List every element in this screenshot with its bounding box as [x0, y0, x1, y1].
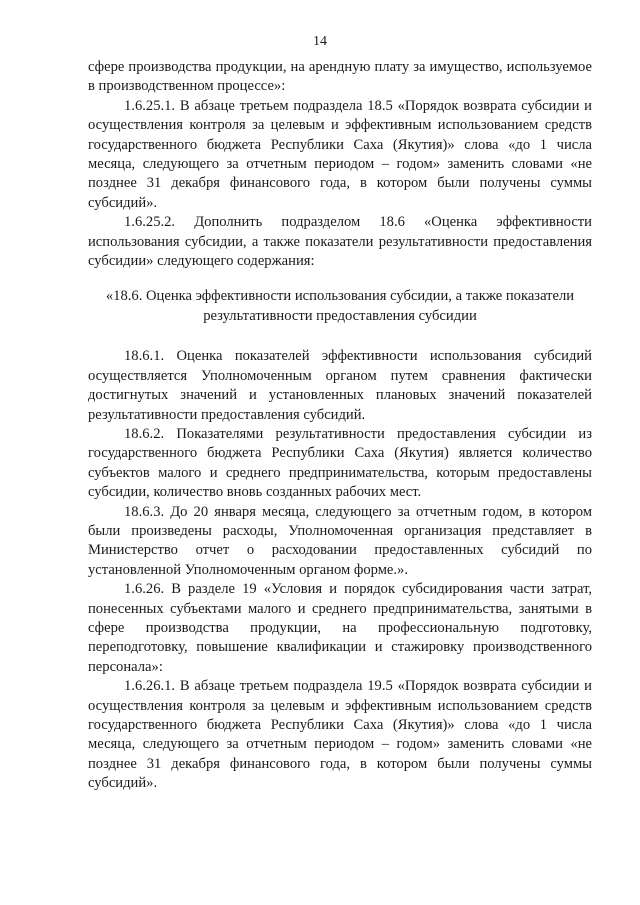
paragraph-continuation: сфере производства продукции, на арендную плату за имущество, используемое в производственном процессе»: [88, 59, 592, 95]
document-body [88, 58, 592, 794]
paragraph-18-6-2: 18.6.2. Показателями результативности предоставления субсидии из государственного бюджета Республики Саха (Якутия) является количество субъектов малого и среднего предпринимательства, которым предоставлены субсидии, количество вновь созданных рабочих мест. [88, 425, 592, 501]
paragraph-18-6-3: 18.6.3. До 20 января месяца, следующего за отчетным годом, в котором были произведены расходы, Уполномоченная организация представляет в Министерство отчет о расходовании предоставленных субсидий по установленной Уполномоченным органом форме.». [88, 503, 592, 578]
paragraph-1-6-26: 1.6.26. В разделе 19 «Условия и порядок субсидирования части затрат, понесенных субъектами малого и среднего предпринимательства, занятыми в сфере производства продукции, на профессиональную подготовку, переподготовку, повышение квалификации и стажировку производственного персонала»: [88, 581, 592, 675]
section-heading-18-6: «18.6. Оценка эффективности использования субсидии, а также показатели результативности предоставления субсидии [105, 288, 575, 324]
paragraph-1-6-26-1: 1.6.26.1. В абзаце третьем подраздела 19.5 «Порядок возврата субсидии и осуществления контроля за целевым и эффективным использованием средств государственного бюджета Республики Саха (Якутия)» слова «до 1 числа месяца, следующего за отчетным периодом – годом» заменить словами «не позднее 31 декабря финансового года, в котором были получены суммы субсидий». [88, 678, 592, 792]
paragraph-1-6-25-1: 1.6.25.1. В абзаце третьем подраздела 18.5 «Порядок возврата субсидии и осуществления контроля за целевым и эффективным использованием средств государственного бюджета Республики Саха (Якутия)» слова «до 1 числа месяца, следующего за отчетным периодом – годом» заменить словами «не позднее 31 декабря финансового года, в котором были получены суммы субсидий». [88, 97, 592, 211]
paragraph-18-6-1: 18.6.1. Оценка показателей эффективности использования субсидий осуществляется Уполномоченным органом путем сравнения фактически достигнутых значений и установленных плановых значений показателей результативности предоставления субсидий. [88, 348, 592, 423]
page-number: 14 [313, 34, 327, 49]
paragraph-1-6-25-2: 1.6.25.2. Дополнить подразделом 18.6 «Оценка эффективности использования субсидии, а также показатели результативности предоставления субсидии» следующего содержания: [88, 214, 592, 270]
